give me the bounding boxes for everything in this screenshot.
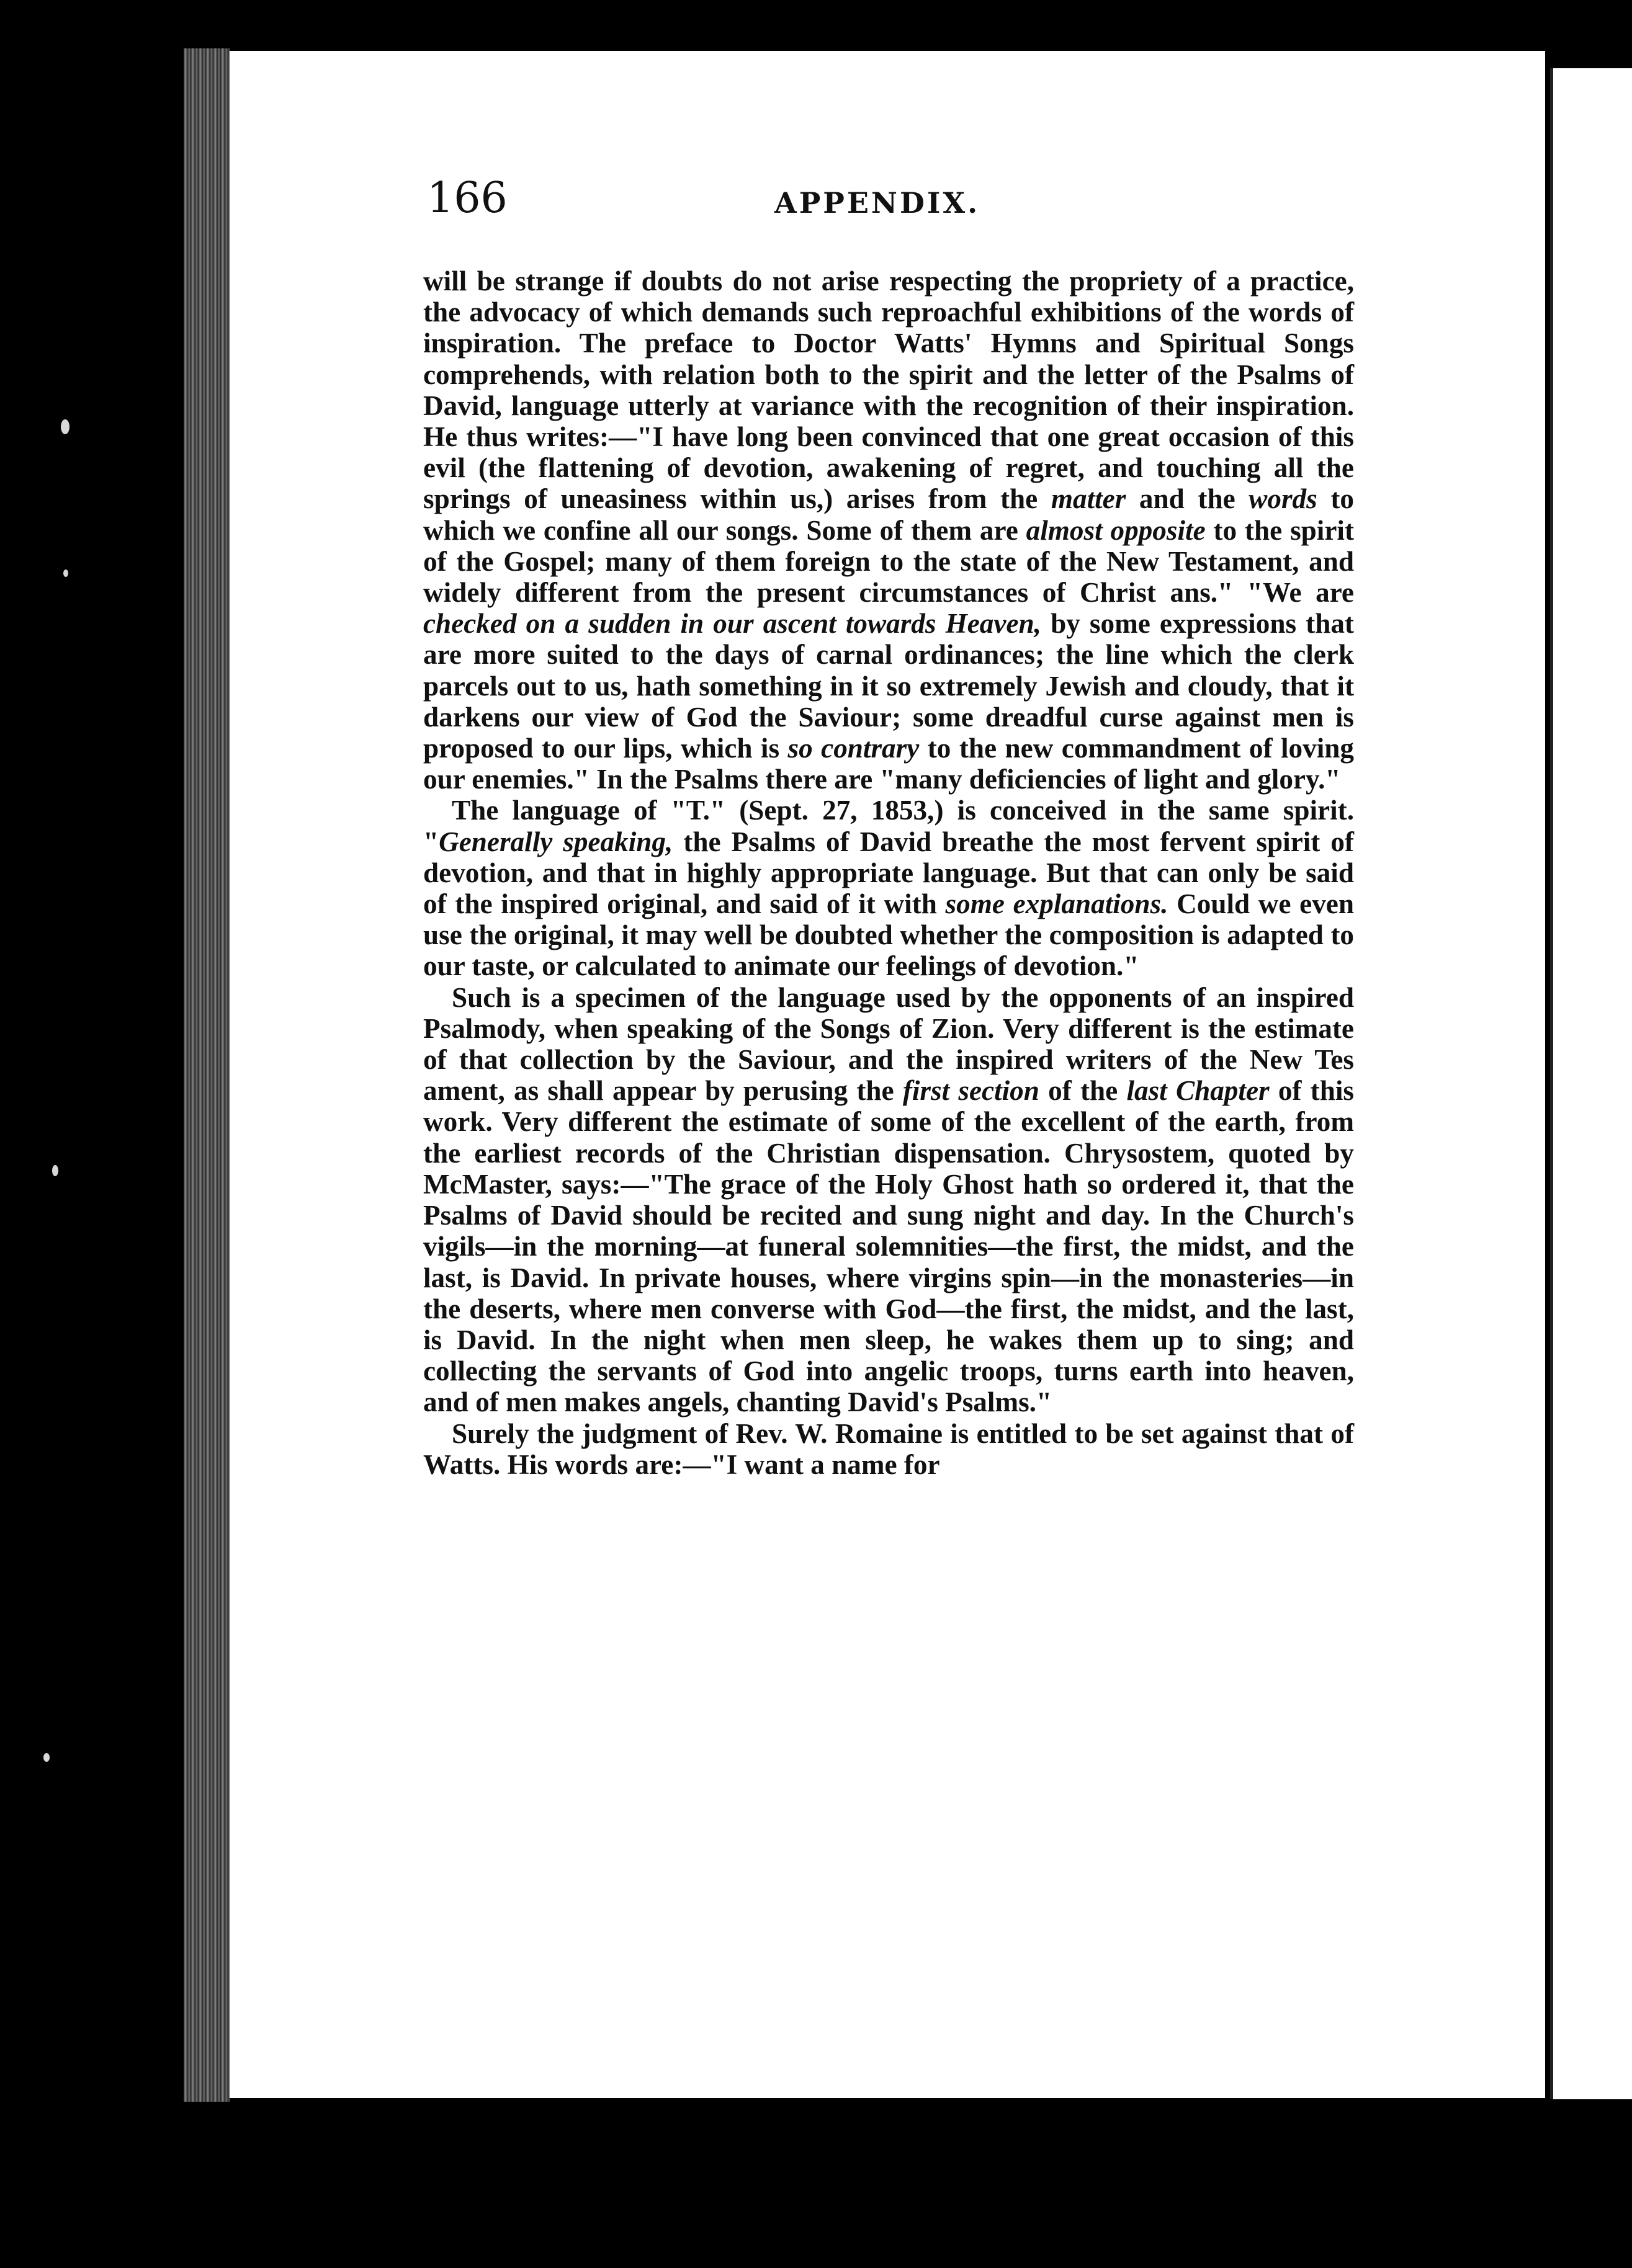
scan-speck <box>52 1165 58 1176</box>
italic-text-run: Generally speaking, <box>439 826 673 857</box>
text-run: Surely the judgment of Rev. W. Romaine is entitled to be set against that of Watts. His words are:—"I want a name for <box>423 1418 1354 1480</box>
italic-text-run: checked on a sudden in our ascent towards Heaven, <box>423 608 1041 640</box>
facing-page-edge <box>1550 68 1632 2099</box>
body-text <box>423 266 1354 1480</box>
text-run: and the <box>1126 483 1249 515</box>
scan-speck <box>63 569 68 577</box>
paragraph <box>423 795 1354 981</box>
scan-speck <box>43 1753 50 1762</box>
page-header <box>427 174 1383 242</box>
text-run: to the new commandment of loving our enemies." In the Psalms there are "many deficiencies of light and glory." <box>423 733 1354 795</box>
text-run: Could we even use the original, it may well be doubted whether the composition is adapted to our taste, or calculated to animate our feelings of devotion." <box>423 888 1354 982</box>
text-run: The language of "T." (Sept. 27, 1853,) is conceived in the same spirit. " <box>423 795 1354 857</box>
text-run: to which we confine all our songs. Some of them are <box>423 483 1354 546</box>
text-run: Such is a specimen of the language used by the opponents of an inspired Psalmody, when speaking of the Songs of Zion. Very different is the estimate of that collection by the Saviour, and the inspired writers of the New Tes ament, as shall appear by perusing the <box>423 981 1354 1107</box>
paragraph <box>423 266 1354 795</box>
italic-text-run: last Chapter <box>1126 1075 1270 1107</box>
italic-text-run: almost opposite <box>1026 514 1206 546</box>
text-run: will be strange if doubts do not arise respecting the propriety of a practice, the advocacy of which demands such reproachful exhibitions of the words of inspiration. The preface to Doctor Watts' Hymns and Spiritual Songs comprehends, with relation both to the spirit and the letter of the Psalms of David, language utterly at variance with the recognition of their inspiration. He thus writes:—"I have long been convinced that one great occasion of this evil (the flattening of devotion, awakening of regret, and touching all the springs of uneasiness within us,) arises from the <box>423 266 1354 515</box>
paragraph <box>423 982 1354 1418</box>
italic-text-run: first section <box>902 1075 1039 1107</box>
text-run: by some expressions that are more suited to the days of carnal ordinances; the line which the clerk parcels out to us, hath something in it so extremely Jewish and cloudy, that it darkens our view of God the Saviour; some dreadful curse against men is proposed to our lips, which is <box>423 608 1354 764</box>
italic-text-run: so contrary <box>787 733 920 764</box>
book-page-edges <box>184 48 230 2102</box>
text-run: the Psalms of David breathe the most fervent spirit of devotion, and that in highly appropriate language. But that can only be said of the inspired original, and said of it with <box>423 826 1354 920</box>
page-number: 166 <box>427 174 508 223</box>
running-head: APPENDIX. <box>774 186 980 220</box>
italic-text-run: words <box>1249 483 1317 515</box>
italic-text-run: matter <box>1051 483 1126 515</box>
paragraph <box>423 1418 1354 1480</box>
text-run: of the <box>1039 1075 1127 1107</box>
italic-text-run: some explanations. <box>945 888 1168 920</box>
text-run: of this work. Very different the estimate of some of the excellent of the earth, from the earliest records of the Christian dispensation. Chrysostem, quoted by McMaster, says:—"The grace of the Holy Ghost hath so ordered it, that the Psalms of David should be recited and sung night and day. In the Church's vigils—in the morning—at funeral solemnities—the first, the midst, and the last, is David. In private houses, where virgins spin—in the monasteries—in the deserts, where men converse with God—the first, the midst, and the last, is David. In the night when men sleep, he wakes them up to sing; and collecting the servants of God into angelic troops, turns earth into heaven, and of men makes angels, chanting David's Psalms." <box>423 1075 1355 1418</box>
scan-speck <box>61 419 69 434</box>
text-run: to the spirit of the Gospel; many of them foreign to the state of the New Testament, and widely different from the present circumstances of Christ ans." "We are <box>423 514 1354 609</box>
